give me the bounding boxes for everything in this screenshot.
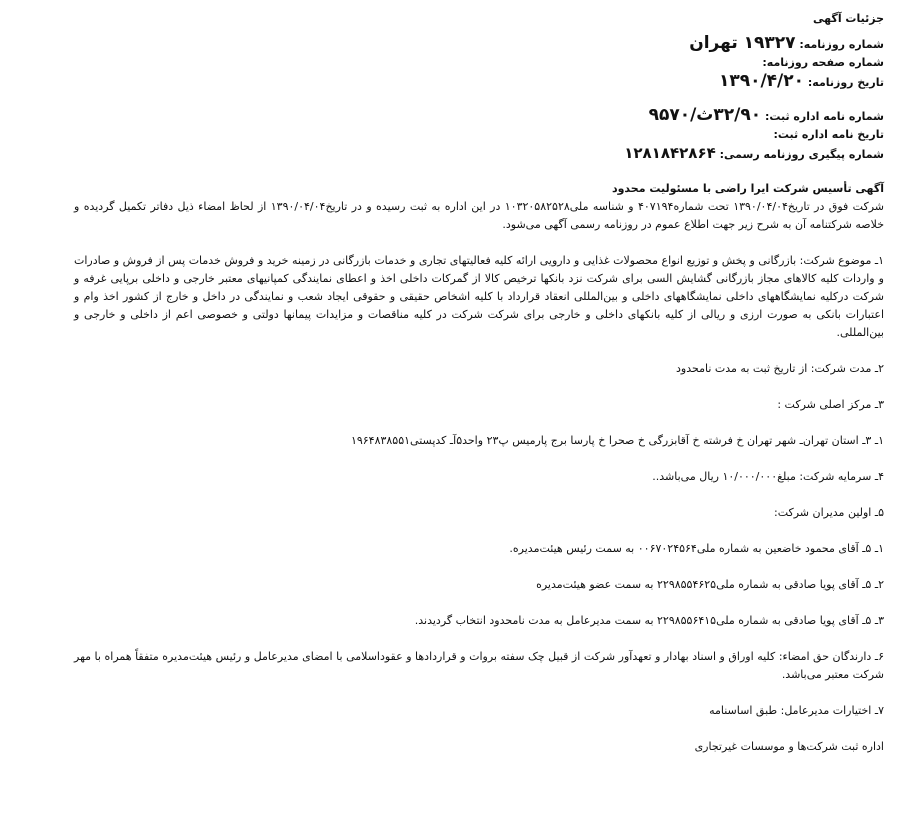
newspaper-number-value: ۱۹۳۲۷ تهران xyxy=(689,33,796,53)
manager-item: ۱ـ ۵ـ آقای محمود خاضعین به شماره ملی۰۰۶۷۰۲۴۵۶۴ به سمت رئیس هیئت‌مدیره. xyxy=(509,542,884,555)
issuing-office: اداره ثبت شرکت‌ها و موسسات غیرتجاری xyxy=(694,740,884,753)
headquarters-heading: ۳ـ مرکز اصلی شرکت : xyxy=(777,398,884,411)
newspaper-number-row xyxy=(74,34,884,54)
page-number-row xyxy=(74,54,884,72)
ad-intro: شرکت فوق در تاریخ۱۳۹۰/۰۴/۰۴ تحت شماره۴۰۷۱۹۴ و شناسه ملی۱۰۳۲۰۵۸۲۵۲۸ در این اداره به ثبت رسیده و در تاریخ۱۳۹۰/۰۴/۰۴ از لحاظ امضاء ذیل دفاتر تکمیل گردیده و خلاصه شرکتنامه آن به شرح زیر جهت اطلاع عموم در روزنامه رسمی آگهی می‌شود. xyxy=(74,200,884,231)
registry-letter-number-row xyxy=(74,106,884,126)
ad-title: آگهی تأسیس شرکت ایرا راضی با مسئولیت محدود xyxy=(611,182,884,195)
newspaper-date-label: تاریخ روزنامه: xyxy=(807,76,884,89)
newspaper-number-label: شماره روزنامه: xyxy=(799,38,884,51)
company-subject: ۱ـ موضوع شرکت: بازرگانی و پخش و توزیع انواع محصولات غذایی و دارویی ارائه کلیه فعالیتهای تجاری و خدمات بازرگانی در زمینه خرید و فروش خدمات پس از فروش و صادرات و واردات کلیه کالاهای مجاز بازرگانی گشایش السی برای شرکت نزد بانکها ترخیص کالا از گمرکات داخلی اخذ و اعطای نمایندگی کمپانیهای معتبر خارجی و داخلی برپایی غرفه و شرکت درکلیه نمایشگاههای داخلی نمایشگاههای داخلی و بین‌المللی انعقاد قرارداد با کلیه اشخاص حقیقی و حقوقی ایجاد شعب و نمایندگی در داخل و خارج از کشور اخذ وام و اعتبارات بانکی به صورت ارزی و ریالی از کلیه بانکهای داخلی و خارجی برای شرکت شرکت در کلیه مناقصات و مزایدات پیمانها دولتی و خصوصی اعم از داخلی و خارجی و بین‌المللی. xyxy=(74,254,884,339)
signatories: ۶ـ دارندگان حق امضاء: کلیه اوراق و اسناد بهادار و تعهدآور شرکت از قبیل چک سفته بروات و قراردادها و عقوداسلامی با امضای مدیرعامل و رئیس هیئت‌مدیره متفقاً همراه با مهر شرکت معتبر می‌باشد. xyxy=(74,650,884,681)
newspaper-date-row xyxy=(74,72,884,92)
tracking-number-row xyxy=(74,144,884,164)
company-duration: ۲ـ مدت شرکت: از تاریخ ثبت به مدت نامحدود xyxy=(676,362,884,375)
newspaper-meta xyxy=(74,34,884,92)
manager-item: ۲ـ ۵ـ آقای پویا صادقی به شماره ملی۲۲۹۸۵۵۴۶۲۵ به سمت عضو هیئت‌مدیره xyxy=(536,578,884,591)
tracking-number-label: شماره پیگیری روزنامه رسمی: xyxy=(719,148,884,161)
ceo-authority: ۷ـ اختیارات مدیرعامل: طبق اساسنامه xyxy=(709,704,884,717)
managers-heading: ۵ـ اولین مدیران شرکت: xyxy=(773,506,884,519)
manager-item: ۳ـ ۵ـ آقای پویا صادقی به شماره ملی۲۲۹۸۵۵۶۴۱۵ به سمت مدیرعامل به مدت نامحدود انتخاب گردیدند. xyxy=(414,614,884,627)
newspaper-date-value: ۱۳۹۰/۴/۲۰ xyxy=(718,71,805,91)
page-heading: جزئیات آگهی xyxy=(813,12,884,25)
page-number-label: شماره صفحه روزنامه: xyxy=(762,56,884,69)
registry-letter-date-label: تاریخ نامه اداره ثبت: xyxy=(773,128,884,141)
registry-letter-date-row xyxy=(74,126,884,144)
tracking-number-value: ۱۲۸۱۸۴۲۸۶۴ xyxy=(624,144,716,162)
company-capital: ۴ـ سرمایه شرکت: مبلغ۱۰/۰۰۰/۰۰۰ ریال می‌باشد.. xyxy=(652,470,884,483)
ad-details-page xyxy=(74,10,884,756)
headquarters-address: ۱ـ ۳ـ استان تهران‌ـ شهر تهران خ فرشته خ آقابزرگی خ صحرا خ پارسا برج پارمیس پ۲۳ واحد۵آـ کدپستی۱۹۶۴۸۳۸۵۵۱ xyxy=(350,434,884,447)
registry-letter-number-value: ۳۲/۹۰ث/۹۵۷۰ xyxy=(648,105,762,125)
registry-meta xyxy=(74,106,884,164)
registry-letter-number-label: شماره نامه اداره ثبت: xyxy=(764,110,884,123)
